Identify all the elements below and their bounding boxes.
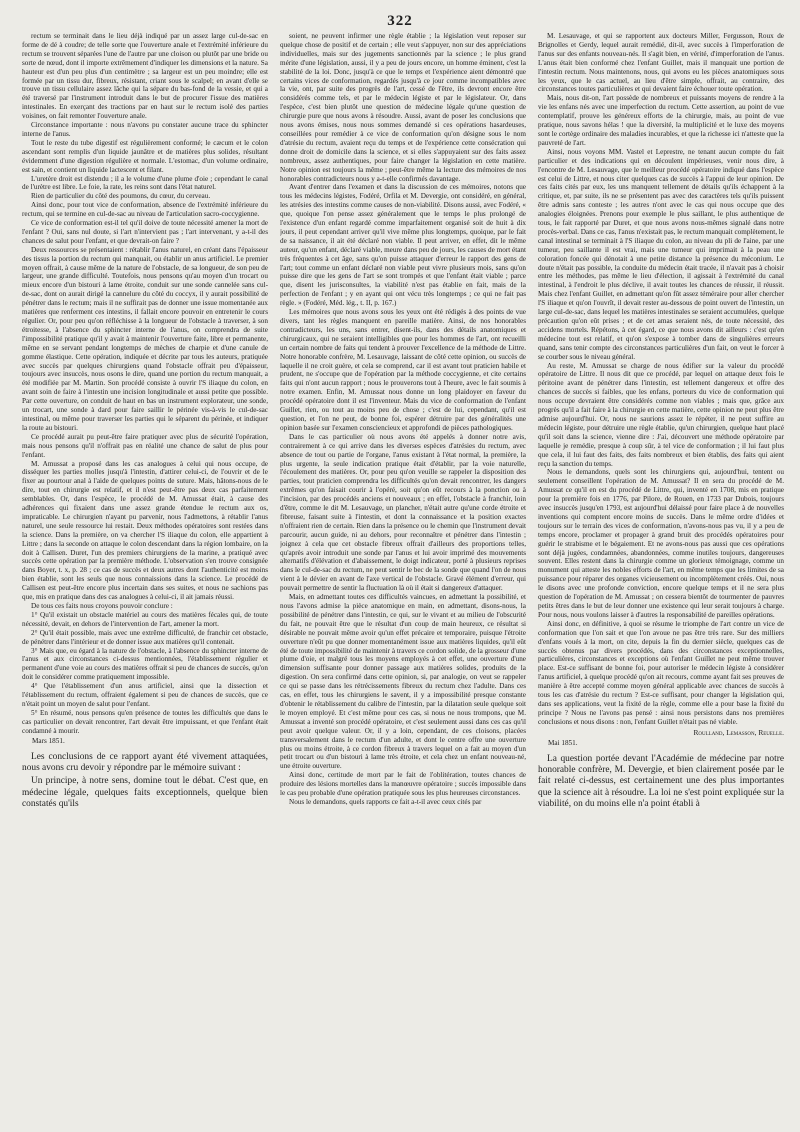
- paragraph: Ainsi donc, certitude de mort par le fait de l'oblitération, toutes chances de produire des lésions mortelles dans la manœuvre opératoire ; succès impossible dans le cas peu probable d'une opération pratiquée sous les plus heureuses circonstances.: [280, 771, 526, 798]
- paragraph: Deux ressources se présentaient : rétablir l'anus naturel, en créant dans l'épaisseur des tissus la portion du rectum qui manquait, ou établir un anus artificiel. Le premier moyen offrait, à cause même de la nature de l'obstacle, de sa longueur, de son peu de largeur, une grande difficulté. Toutefois, nous pensons qu'au moyen d'un trocart ou mieux encore d'un bistouri à lame étroite, conduit sur une sonde cannelée sans cul-de-sac, dont on aurait dirigé la cannelure du côté du coccyx, il y aurait possibilité de pénétrer dans le rectum; mais il ne suffirait pas de donner une issue momentanée aux matières que renferment ces intestins, il fallait encore pouvoir en entretenir le cours régulier. Or, pour peu qu'on réfléchisse à la longueur de l'obstacle à traverser, à son étroitesse, à l'absence du sphincter interne de l'anus, on comprendra de suite l'impossibilité pratique qu'il y avait à maintenir l'ouverture faite, libre et permanente, même en se servant pendant longtemps de mèches de charpie et d'une canule de gomme élastique. Cette opération, indiquée et décrite par tous les auteurs, pratiquée avec succès par quelques chirurgiens quand l'obstacle offrait peu d'épaisseur, toujours avec insuccès, nous osons le dire, quand une portion du rectum manquait, a été modifiée par M. Martin. Son procédé consiste à ouvrir l'S iliaque du colon, en avant soin de faire à l'intestin une incision longitudinale et aussi petite que possible. Par cette ouverture, on conduit de haut en bas un instrument explorateur, une sonde, un trocart, une sonde à dard pour faire saillir le périnée vis-à-vis le cul-de-sac intestinal, ou même pour traverser les parties qui le séparent du périnée, et indiquer la route au bistouri.: [22, 245, 268, 432]
- paragraph: Au reste, M. Amussat se charge de nous édifier sur la valeur du procédé opératoire de Littre. Il nous dit que ce procédé, par lequel on attaque deux fois le péritoine avant de pénétrer dans l'intestin, est tellement dangereux et offre des chances de succès si faibles, que les enfans, porteurs du vice de conformation qui nous occupe devraient être considérés comme non viables ; mais que, grâce aux progrès qu'il a fait faire à la chirurgie en cette matière, cette opinion ne peut plus être admise aujourd'hui. Or, nous ne saurions assez le répéter, il ne peut suffire au médecin légiste, pour détruire une règle établie, qu'un chirurgien, quelque haut placé qu'il soit dans la science, vienne dire : J'ai, découvert une méthode opératoire par laquelle je remédie, presque à coup sûr, à tel vice de conformation ; il lui faut plus que cela, il lui faut des faits, des faits nombreux et bien établis, des faits qui aient reçu la sanction du temps.: [538, 361, 784, 468]
- paragraph: L'uretère droit est distendu ; il a le volume d'une plume d'oie ; cependant le canal de l'urètre est libre. Le foie, la rate, les reins sont dans l'état naturel.: [22, 174, 268, 192]
- signature: Roulland, Lemasson, Reuelle.: [693, 727, 784, 737]
- memoir-paragraph: Un principe, à notre sens, domine tout le débat. C'est que, en médecine légale, quelques faits exceptionnels, quelque bien constatés qu'ils: [22, 776, 268, 810]
- paragraph: Rien de particulier du côté des poumons, du cœur, du cerveau.: [31, 192, 211, 201]
- paragraph: Circonstance importante : nous n'avons pu constater aucune trace du sphincter interne de l'anus.: [22, 121, 268, 138]
- paragraph: M. Amussat a proposé dans les cas analogues à celui qui nous occupe, de disséquer les parties molles jusqu'à l'intestin, d'attirer celui-ci, de l'ouvrir et de le fixer au pourtour anal à l'aide de quelques points de suture. Mais, hâtons-nous de le dire, tout en chirurgie est relatif, et il n'est peut-être pas deux cas parfaitement semblables. Or, dans l'espèce, le procédé de M. Amussat était, à cause des adhérences qui fixaient dans une assez grande étendue le rectum aux os, impraticable. Le chirurgien n'ayant pu parvenir, nous l'admettons, à rétablir l'anus naturel, une seule ressource lui restait. Deux méthodes opératoires sont restées dans la science. Dans la première, on va chercher l'S iliaque du colon, elle appartient à Littre ; dans la seconde on attaque le colon descendant dans la région lombaire, on la doit à Callisen. Duret, l'un des premiers chirurgiens de la marine, a pratiqué avec succès cette opération par la première méthode. L'observation s'en trouve consignée dans Boyer, t. x, p. 28 ; ce cas de succès et deux autres dont l'authenticité est moins bien établie, sont les seuls que nous connaissions dans la science. Le procédé de Callisen est peut-être encore plus incertain dans ses suites, et nous ne sachions pas que, mis en pratique dans des cas analogues à celui-ci, il ait jamais réussi.: [22, 459, 268, 602]
- paragraph: 4° Que l'établissement d'un anus artificiel, ainsi que la dissection et l'établissement du rectum, offraient également si peu de chances de succès, que ce n'était point un moyen de salut pour l'enfant.: [22, 682, 268, 708]
- column-middle: [280, 32, 526, 1124]
- paragraph: Ainsi donc, pour tout vice de conformation, absence de l'extrémité inférieure du rectum, qui se termine en cul-de-sac au niveau de l'articulation sacro-coccygienne.: [22, 201, 268, 219]
- paragraph: Mais, nous dit-on, l'art possède de nombreux et puissants moyens de rendre à la vie les enfans nés avec une imperfection du rectum. Cette assertion, au point de vue contemplatif, prouve les généreux efforts de la chirurgie, mais, au point de vue pratique, nous savons hélas ! que la diversité, la multiplicité et le luxe des moyens sont le cortège ordinaire des maladies incurables, et que la richesse ici n'atteste que la pauvreté de l'art.: [538, 94, 784, 147]
- paragraph: Avant d'entrer dans l'examen et dans la discussion de ces mémoires, notons que tous les médecins légistes, Fodéré, Orfila et M. Devergie, ont considéré, en général, les atrésies des intestins comme causes de non-viabilité. Disons aussi, avec Fodéré, « que, quoique l'on pense assez généralement que le temps le plus prolongé de l'existence d'un enfant regardé comme imparfaitement organisé soit de huit à dix jours, il peut cependant arriver qu'il vive même plus longtemps, quoique, par le fait de sa naissance, il ait été déclaré non viable. Il peut arriver, en effet, dit le même auteur, qu'un enfant, déclaré viable, meure dans peu de jours, les causes de mort étant très fréquentes à cet âge, sans qu'on puisse attaquer d'erreur le rapport des gens de l'art; tout comme un enfant déclaré non viable peut vivre plusieurs mois, sans qu'on puisse dire que les gens de l'art se sont trompés et que l'enfant était viable ; parce que, disent les jurisconsultes, la viabilité n'est pas établie en fait, mais de la perfection de l'enfant ; y en ayant qui ont vécu très longtemps ; ce qui ne fait pas règle. » (Fodéré, Méd. lég., t. II, p. 167.): [280, 183, 526, 308]
- paragraph: Ce procédé aurait pu peut-être faire pratiquer avec plus de sécurité l'opération, mais nous pensons qu'il n'offrait pas en réalité une chance de salut de plus pour l'enfant.: [22, 432, 268, 459]
- paragraph: Ce vice de conformation est-il tel qu'il doive de toute nécessité amener la mort de l'enfant ? Oui, sans nul doute, si l'art n'intervient pas ; l'art intervenant, y a-t-il des chances de salut pour l'enfant, et que devrait-on faire ?: [22, 219, 268, 245]
- text-columns: [22, 32, 784, 1124]
- paragraph: De tous ces faits nous croyons pouvoir conclure :: [31, 602, 173, 610]
- page-number: 322: [387, 13, 413, 29]
- column-right: [538, 32, 784, 1124]
- paragraph: soient, ne peuvent infirmer une règle établie ; la législation veut reposer sur quelque chose de positif et de certain ; elle veut s'appuyer, non sur des appréciations individuelles, mais sur des jugements sanctionnés par la science ; le plus grand mérite d'une législation, aussi, il y a peu de jours encore, un homme éminent, c'est la stabilité de la loi. Donc, jusqu'à ce que le temps et l'expérience aient démontré que certains vices de conformation, regardés jusqu'à ce jour comme incompatibles avec la vie, ont, par suite des progrès de l'art, cessé de l'être, ils devront encore être considérés comme tels, et par le médecin légiste et par le législateur. Or, dans l'espèce, c'est bien plutôt une question de médecine légale qu'une question de chirurgie pure que nous avons à résoudre. Aussi, avant de poser les conclusions que nous avons émises, nous nous sommes demandé si ces opérations hasardeuses, conseillées pour remédier à ce vice de conformation qu'on désigne sous le nom d'atrésie du rectum, avaient reçu du temps et de l'expérience cette consécration qui donne droit de domicile dans la science, et si elles s'appuyaient sur des faits assez nombreux, assez authentiques, pour faire changer la législation en cette matière. Notre opinion est toujours la même ; peut-être même la lecture des mémoires de nos honorables contradicteurs nous y a-t-elle confirmés davantage.: [280, 32, 526, 183]
- paragraph: Nous le demandons, quels rapports ce fait a-t-il avec ceux cités par: [289, 797, 482, 806]
- date-line: Mai 1851.: [548, 738, 578, 747]
- memoir-paragraph: Les conclusions de ce rapport ayant été vivement attaquées, nous avons cru devoir y répondre par le mémoire suivant :: [22, 751, 268, 773]
- date-line: Mars 1851.: [32, 736, 65, 745]
- paragraph: M. Lesauvage, et qui se rapportent aux docteurs Miller, Fergusson, Roux de Brignolles et Gerdy, lequel aurait remédié, dit-il, avec succès à l'imperforation de l'anus sur des enfants nouveau-nés. Il s'agit bien, en vérité, d'imperforation de l'anus. L'anus était bien conformé chez l'enfant Guillet, mais il manquait une portion de l'intestin rectum. Nous maintenons, nous, qui avons eu les pièces anatomiques sous les yeux, que le cas actuel, au lieu d'être simple, offrait, au contraire, des circonstances toutes particulières et qui devaient faire échouer toute opération.: [538, 32, 784, 94]
- paragraph: rectum se terminait dans le lieu déjà indiqué par un assez large cul-de-sac en forme de dé à coudre; de telle sorte que l'ouverture anale et l'extrémité inférieure du rectum se trouvent séparées l'une de l'autre par une cloison ou plutôt par une bride ou sorte de nœud, dont il importe extrêmement d'indiquer les dimensions et la nature. Sa hauteur est d'un peu plus d'un centimètre ; sa largeur est un peu moindre; elle est formée par un tissu dur, fibreux, résistant, criant sous le scalpel; en avant d'elle se trouve un tissu cellulaire assez lâche qui la sépare du bas-fond de la vessie, et qui a été traversé par l'instrument introduit dans le but de procurer l'issue des matières intestinales. En exerçant des tractions par en haut sur le rectum isolé des parties voisines, on fait remonter l'ouverture anale.: [22, 32, 268, 121]
- paragraph: Ainsi donc, en définitive, à quoi se résume le triomphe de l'art contre un vice de conformation que l'on sait et que l'on avoue ne pas être très rare. Sur des milliers d'enfans voués à la mort, on cite, depuis la fin du dernier siècle, quelques cas de succès obtenus par divers procédés, dans des circonstances exceptionnelles, particulières, circonstances et exceptions où l'enfant Guillet ne peut même trouver place. Est-ce suffisant de bonne foi, pour autoriser le médecin légiste à considérer l'anus artificiel, à quelque procédé qu'on ait recours, comme ayant fait ses preuves de manière à être accepté comme moyen général applicable avec chances de succès à tous les cas d'atrésie du rectum ? Est-ce suffisant, pour changer la législation qui, dans ses applications, veut la fixité de la règle, comme elle a pour base la fixité du principe ? Nous ne l'avons pas pensé : ainsi nous persistons dans nos premières conclusions et nous disons : non, l'enfant Guillet n'était pas né viable.: [538, 619, 784, 726]
- paragraph: Mais, en admettant toutes ces difficultés vaincues, en admettant la possibilité, et nous l'avons admise la pièce anatomique en main, en admettant, disons-nous, la possibilité de pénétrer dans l'intestin, ce qui, sur le vivant et au milieu de l'obscurité du fait, ne pouvait être que le résultat d'un coup de main heureux, ce résultat si désirable ne pouvait même avoir qu'un effet précaire et temporaire, puisque l'étroite ouverture n'eût pu que donner momentanément issue aux matières liquides, qu'il eût été de toute impossibilité de maintenir à travers ce cordon solide, de la grosseur d'une plume d'oie, et malgré tous les moyens employés à cet effet, une ouverture d'une dimension suffisante pour donner passage aux matières solides, produits de la digestion. On sera confirmé dans cette opinion, si, par analogie, on veut se rappeler ce qui se passe dans les rétrécissements fibreux du rectum chez l'adulte. Dans ces cas, en effet, tous les chirurgiens le savent, il y a impossibilité presque constante d'obtenir le rétablissement du calibre de l'intestin, par la dilatation seule quelque soit le moyen employé. Et c'est même pour ces cas, si nous ne nous trompons, que M. Amussat a inventé son procédé opératoire, et c'est seulement aussi dans ces cas qu'il peut avoir quelque valeur. Or, il y a loin, cependant, de ces cloisons, placées transversalement dans le rectum d'un adulte, et dont le centre offre une ouverture plus ou moins étroite, à ce cordon fibreux à travers lequel on a fait au moyen d'un petit trocart ou d'un bistouri à lame très étroite, et cela chez un enfant nouveau-né, une étroite ouverture.: [280, 593, 526, 771]
- paragraph: Ainsi, nous voyons MM. Vastel et Leprestre, ne tenant aucun compte du fait particulier et des indications qui en découlent impérieuses, venir nous dire, à l'encontre de M. Lesauvage, que le meilleur procédé opératoire indiqué dans l'espèce est celui de Littre, et nous citer quelques cas de succès à l'appui de leur opinion. De ces faits cités par eux, les uns manquent tellement de détails qu'ils échappent à la critique, et, par suite, ils ne se présentent pas avec des caractères tels qu'ils puissent être admis sans conteste ; les autres n'ont avec le cas qui nous occupe que des analogies éloignées. Prenons pour exemple le plus saillant, le plus authentique de tous, le fait rapporté par Duret, et que nous avons nous-mêmes signalé dans notre procès-verbal. Dans ce cas, l'anus n'existait pas, le rectum manquait complètement, le canal intestinal se terminait à l'S iliaque du colon, au niveau du pli de l'aine, par une tumeur, peu saillante il est vrai, mais une tumeur qui imprimait à la peau une coloration foncée qui dénotait à une petite distance la présence du méconium. Le doute n'était pas possible, la conduite du médecin était tracée, il n'avait pas à choisir entre les méthodes, pas même le lieu d'élection, il agissait à l'extrémité du canal intestinal, à l'endroit le plus déclive, il avait toutes les chances de réussir, il réussit. Mais chez l'enfant Guillet, en admettant qu'on fût assez téméraire pour aller chercher l'S iliaque et qu'on l'ouvrît, il devait rester au-dessous de point ouvert de l'intestin, un large cul-de-sac, dans lequel les matières intestinales se seraient accumulées, quelque précaution qu'on eût prises ; et de cet amas seraient nés, de toute nécessité, des accidens mortels. Répétons, à cet égard, ce que nous avons dit ailleurs : c'est qu'en médecine tout est relatif, et qu'on s'expose à tomber dans de singulières erreurs quand, sans tenir compte des circonstances particulières d'un fait, on veut le forcer à se courber sous le niveau général.: [538, 147, 784, 361]
- column-left: [22, 32, 268, 1124]
- paragraph: Dans le cas particulier où nous avons été appelés à donner notre avis, contrairement à ce qui arrive dans les diverses espèces d'atrésies du rectum, avec absence de tout ou partie de l'organe, l'anus existant à l'état normal, la première, la plus urgente, la seule indication pratique était d'établir, par la voie naturelle, l'écoulement des matières. Or, pour peu qu'on veuille se rappeler la disposition des parties, tout praticien comprendra les difficultés qu'on devait rencontrer, les dangers extrêmes qu'on faisait courir à l'opéré, soit qu'on eût recours à la ponction ou à l'incision, par des procédés anciens et nouveaux ; en effet, l'obstacle à franchir, loin d'être, comme le dit M. Lesauvage, un plancher, n'était autre qu'une corde étroite et fibreuse, faisant suite à l'intestin, et dont la connaissance et la position exactes n'offraient rien de certain. Rien dans la présence ou le chemin que l'instrument devait parcourir, aucun guide, ni au dehors, pour reconnaître et pénétrer dans l'intestin ; joignez à cela que cet obstacle fibreux offrait d'ailleurs des proportions telles, qu'après avoir introduit une sonde par l'anus et lui avoir imprimé des mouvements alternatifs d'élévation et d'abaissement, le doigt indicateur, porté à plusieurs reprises dans le cul-de-sac du rectum, ne peut sentir le bec de la sonde que quand l'on de nous vient à le dévier en avant de l'axe vertical de l'obstacle. Gravé élément d'erreur, qui pouvait permettre de sentir la fluctuation là où il était si dangereux d'attaquer.: [280, 432, 526, 593]
- paragraph: Nous le demandons, quels sont les chirurgiens qui, aujourd'hui, tentent ou seulement conseillent l'opération de M. Amussat? Il en sera du procédé de M. Amussat ce qu'il en est du procédé de Littre, qui, inventé en 1708, mis en pratique pour la première fois en 1776, par Pilore, de Rouen, en 1733 par Dubois, toujours avec insuccès jusqu'en 1793, est aujourd'hui délaissé pour faire place à de nouvelles inventions qui comptent encore moins de succès. Dans le même ordre d'idées et toujours sur le terrain des vices de conformation, n'avons-nous pas vu, il y a peu de temps encore, proclamer et propager à grand bruit des procédés opératoires pour guérir le strabisme et le bégaiement. Et ne avons-nous pas aussi que ces opérations sont déjà jugées, condamnées, abandonnées, comme inutiles toujours, dangereuses souvent. Elles restent dans la chirurgie comme un glorieux témoignage, comme un monument qui atteste les nobles efforts de l'art, en même temps que les limites de sa puissance pour réparer des organes vicieusement ou incomplètement créés. Oui, nous le disons avec une profonde conviction, encore quelque temps et il ne sera plus question de l'opération de M. Amussat ; on cessera bientôt de tourmenter de pauvres petits êtres dans le but de leur donner une existence qui leur serait toujours à charge. Pour nous, nous voulons laisser à d'autres la responsabilité de pareilles opérations.: [538, 468, 784, 619]
- question-paragraph: La question portée devant l'Académie de médecine par notre honorable confrère, M. Devergie, et bien clairement posée par le fait relaté ci-dessus, est certainement une des plus importantes que la science ait à résoudre. La loi ne s'est point expliquée sur la viabilité, on du moins elle n'a point établi à: [538, 753, 784, 810]
- paragraph: Les mémoires que nous avons sous les yeux ont été rédigés à des points de vue divers, tant les règles manquent en pareille matière. Ainsi, de nos honorables contradicteurs, les uns, sans entrer, disent-ils, dans des détails anatomiques et chirurgicaux, qui ne seraient intelligibles que pour les hommes de l'art, ont recueilli un certain nombre de faits qui tendent à prouver l'excellence de la méthode de Littre. Notre honorable confrère, M. Lesauvage, laissant de côté cette opinion, ou succès de laquelle il ne croit guère, et cela se comprend, car il est avant tout praticien habile et prudent, ne s'occupe que de l'opération par la méthode coccygienne, et cite certains faits qui n'ont aucun rapport ; nous le prouverons tout à l'heure, avec le fait soumis à notre examen. Enfin, M. Amussat nous donne un long plaidoyer en faveur du procédé opératoire dont il est l'inventeur. Mais du vice de conformation de l'enfant Guillet, rien, ou tout au moins peu de chose ; c'est de lui, cependant, qu'il est question, et l'on ne peut, de bonne foi, espérer détruire par des généralités une opinion basée sur l'examen consciencieux et approfondi de pièces pathologiques.: [280, 308, 526, 432]
- paragraph: 3° Mais que, eu égard à la nature de l'obstacle, à l'absence du sphincter interne de l'anus et aux circonstances ci-dessus mentionnées, l'établissement régulier et permanent d'une voie au cours des matières offrait si peu de chances de succès, qu'on doit le considérer comme pratiquement impossible.: [22, 646, 268, 682]
- paragraph: 2° Qu'il était possible, mais avec une extrême difficulté, de franchir cet obstacle, de pénétrer dans l'intérieur et de donner issue aux matières qu'il contenait.: [22, 628, 268, 646]
- paragraph: 1° Qu'il existait un obstacle matériel au cours des matières fécales qui, de toute nécessité, devait, en dehors de l'intervention de l'art, amener la mort.: [22, 610, 268, 628]
- paragraph: Tout le reste du tube digestif est régulièrement conformé; le cæcum et le colon ascendant sont remplis d'un liquide jaunâtre et de matières plus solides, résultant évidemment d'une digestion régulière et normale. L'estomac, d'un volume ordinaire, est sain, et contient un liquide lactescent et filant.: [22, 138, 268, 174]
- paragraph: 5° En résumé, nous pensons qu'en présence de toutes les difficultés que dans le cas particulier on devait rencontrer, l'art devait être impuissant, et que l'enfant était condamné à mourir.: [22, 708, 268, 735]
